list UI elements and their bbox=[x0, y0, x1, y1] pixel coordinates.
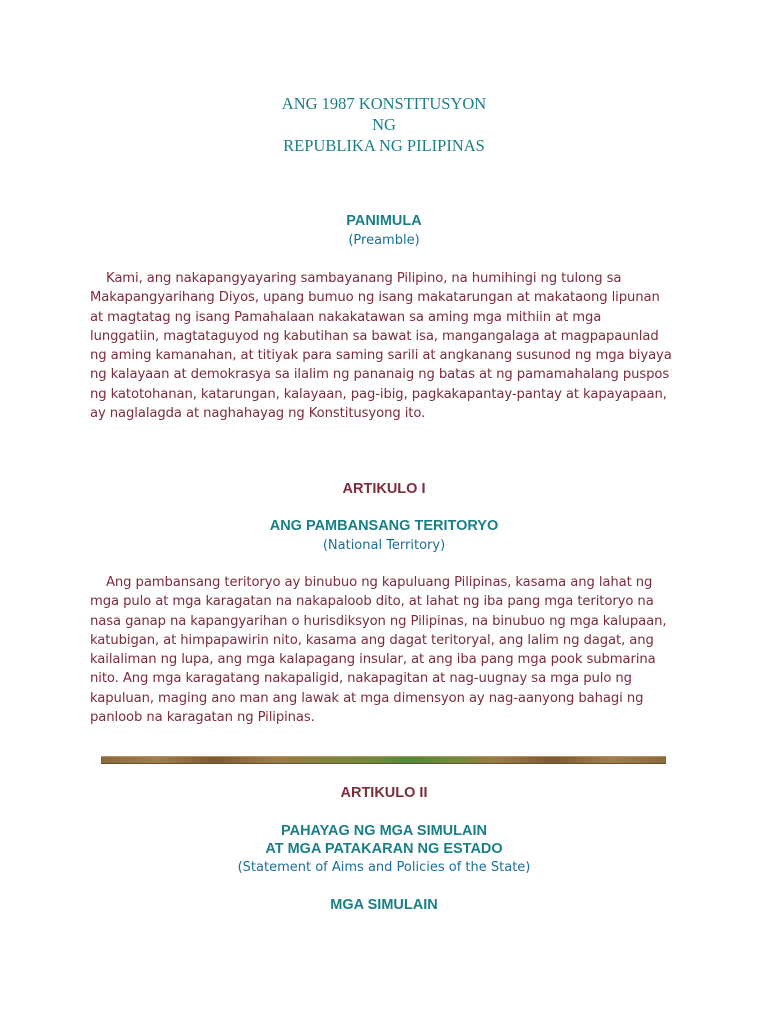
document-title-line-3: REPUBLIKA NG PILIPINAS bbox=[283, 136, 485, 155]
article-1-text: Ang pambansang teritoryo ay binubuo ng kapuluang Pilipinas, kasama ang lahat ng mga pulo at mga karagatan na nakapaloob dito, at lahat ng iba pang mga teritoryo na nasa ganap na kapangyarihan o hurisdiksyon ng Pilipinas, na binubuo ng mga kalupaan, katubigan, at himpapawirin nito, kasama ang dagat teritoryal, ang lalim ng dagat, ang kailaliman ng lupa, ang mga kalapagang insular, at ang iba pang mga pook submarina nito. Ang mga karagatang nakapaligid, nakapagitan at nag-uugnay sa mga pulo ng kapuluan, maging ano man ang lawak at mga dimensyon ay nag-aanyong bahagi ng panloob na karagatan ng Pilipinas. bbox=[90, 575, 667, 726]
article-2-heading-line-1: PAHAYAG NG MGA SIMULAIN bbox=[281, 823, 487, 839]
decorative-divider bbox=[101, 756, 666, 764]
article-2-heading-line-2: AT MGA PATAKARAN NG ESTADO bbox=[265, 841, 503, 857]
preamble-heading: PANIMULA bbox=[346, 213, 422, 229]
article-2-section-heading: MGA SIMULAIN bbox=[330, 897, 438, 913]
document-title-line-1: ANG 1987 KONSTITUSYON bbox=[281, 94, 487, 113]
article-1-label: ARTIKULO I bbox=[342, 481, 426, 497]
article-2-subheading: (Statement of Aims and Policies of the State) bbox=[237, 860, 531, 875]
preamble-text: Kami, ang nakapangyayaring sambayanang Pilipino, na humihingi ng tulong sa Makapangyarihang Diyos, upang bumuo ng isang makatarungan at makataong lipunan at magtatag ng isang Pamahalaan nakakatawan sa aming mga mithiin at mga lunggatiin, magtataguyod ng kabutihan sa bawat isa, mangangalaga at magpapaunlad ng aming kamanahan, at titiyak para saming sarili at angkanang susunod ng mga biyaya ng kalayaan at demokrasya sa ilalim ng pananaig ng batas at ng pamamahalang puspos ng katotohanan, katarungan, kalayaan, pag-ibig, pagkakapantay-pantay at kapayapaan, ay naglalagda at naghahayag ng Konstitusyong ito. bbox=[90, 271, 672, 422]
article-1-subheading: (National Territory) bbox=[322, 538, 446, 553]
document-title-line-2: NG bbox=[372, 115, 396, 134]
article-2-label: ARTIKULO II bbox=[340, 785, 428, 801]
article-1-heading: ANG PAMBANSANG TERITORYO bbox=[269, 518, 499, 534]
preamble-subheading: (Preamble) bbox=[348, 233, 420, 248]
